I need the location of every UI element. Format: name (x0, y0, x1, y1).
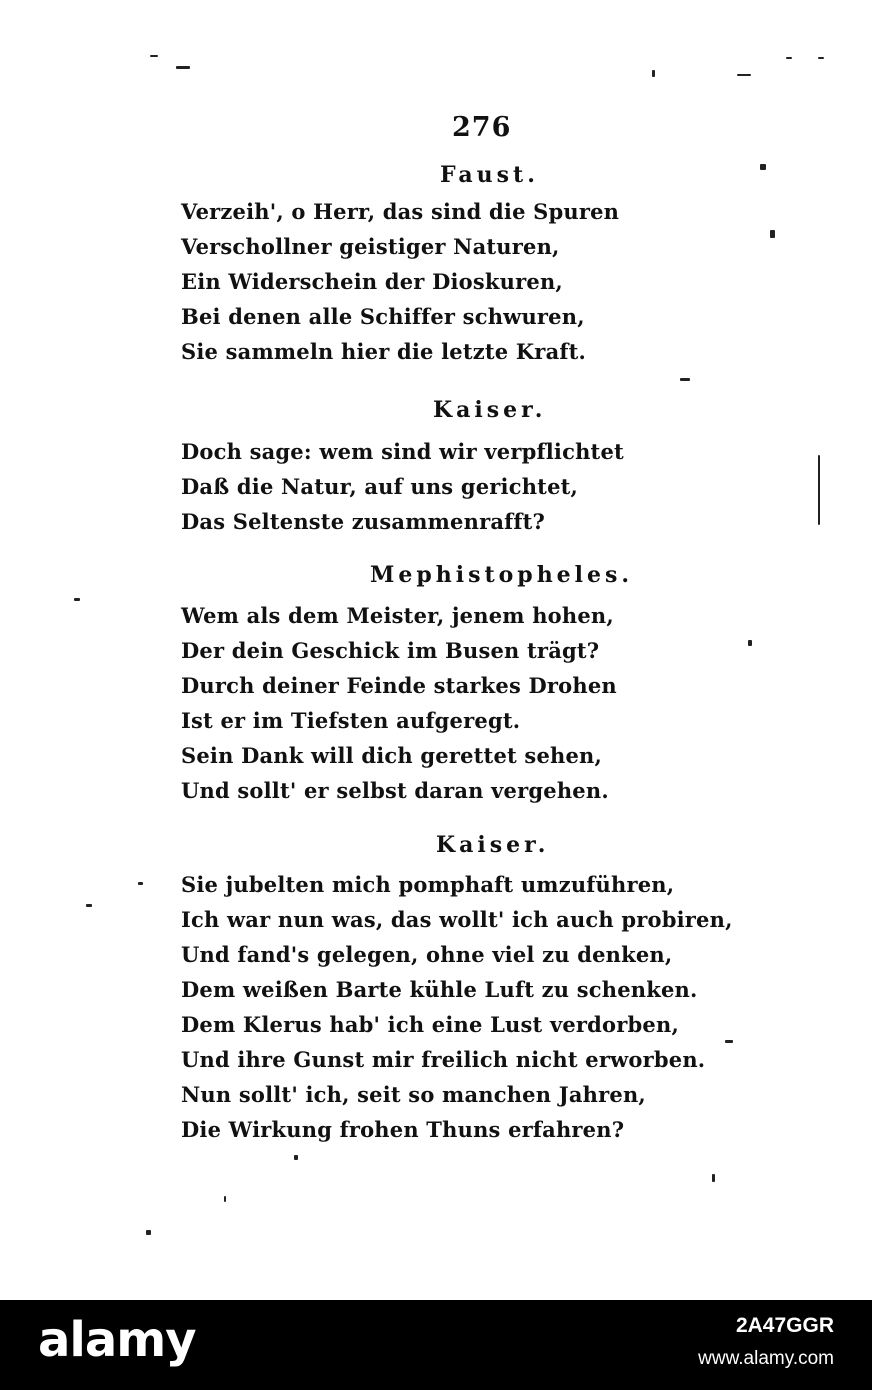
scan-speck (150, 55, 158, 57)
page-number: 276 (452, 112, 512, 143)
scan-speck (86, 904, 92, 907)
verse-line: Verschollner geistiger Naturen, (181, 234, 560, 259)
verse-line: Sie sammeln hier die letzte Kraft. (181, 339, 587, 364)
speaker-kaiser-2: Kaiser. (436, 832, 550, 858)
scan-speck (712, 1174, 715, 1182)
verse-line: Wem als dem Meister, jenem hohen, (181, 603, 614, 628)
scan-speck (146, 1230, 151, 1235)
verse-block-mephistopheles (181, 598, 617, 808)
verse-line: Die Wirkung frohen Thuns erfahren? (181, 1117, 625, 1142)
verse-line: Dem Klerus hab' ich eine Lust verdorben, (181, 1012, 679, 1037)
verse-line: Sie jubelten mich pomphaft umzuführen, (181, 872, 675, 897)
scan-speck (176, 66, 190, 69)
verse-line: Nun sollt' ich, seit so manchen Jahren, (181, 1082, 646, 1107)
verse-block-kaiser-1 (181, 434, 624, 539)
scan-speck (138, 882, 143, 885)
scan-speck (224, 1196, 226, 1202)
scan-speck (760, 164, 766, 170)
scan-speck (748, 640, 752, 646)
scan-speck (770, 230, 775, 238)
verse-line: Verzeih', o Herr, das sind die Spuren (181, 199, 620, 224)
verse-line: Daß die Natur, auf uns gerichtet, (181, 474, 579, 499)
speaker-kaiser-1: Kaiser. (433, 397, 547, 423)
scan-speck (680, 378, 690, 381)
speaker-mephistopheles: Mephistopheles. (370, 562, 634, 588)
verse-line: Und fand's gelegen, ohne viel zu denken, (181, 942, 673, 967)
brand-logo: alamy (38, 1312, 196, 1368)
verse-line: Durch deiner Feinde starkes Drohen (181, 673, 617, 698)
verse-line: Dem weißen Barte kühle Luft zu schenken. (181, 977, 698, 1002)
scan-speck (74, 598, 80, 601)
verse-line: Das Seltenste zusammenrafft? (181, 509, 546, 534)
site-url: www.alamy.com (698, 1348, 834, 1369)
scan-speck (818, 455, 820, 525)
watermark-footer (0, 1300, 872, 1390)
scan-speck (725, 1040, 733, 1043)
scan-speck (786, 57, 792, 59)
scan-speck (294, 1155, 298, 1160)
verse-block-faust (181, 194, 619, 369)
verse-line: Sein Dank will dich gerettet sehen, (181, 743, 603, 768)
scan-speck (737, 74, 751, 76)
verse-line: Ich war nun was, das wollt' ich auch probiren, (181, 907, 733, 932)
verse-line: Doch sage: wem sind wir verpflichtet (181, 439, 624, 464)
scan-speck (652, 70, 655, 77)
verse-line: Und sollt' er selbst daran vergehen. (181, 778, 609, 803)
verse-line: Bei denen alle Schiffer schwuren, (181, 304, 585, 329)
scan-speck (818, 57, 824, 59)
image-id: 2A47GGR (735, 1314, 834, 1337)
verse-line: Ist er im Tiefsten aufgeregt. (181, 708, 521, 733)
verse-block-kaiser-2 (181, 867, 733, 1147)
verse-line: Und ihre Gunst mir freilich nicht erworben. (181, 1047, 706, 1072)
verse-line: Ein Widerschein der Dioskuren, (181, 269, 563, 294)
speaker-faust: Faust. (440, 162, 539, 188)
verse-line: Der dein Geschick im Busen trägt? (181, 638, 600, 663)
